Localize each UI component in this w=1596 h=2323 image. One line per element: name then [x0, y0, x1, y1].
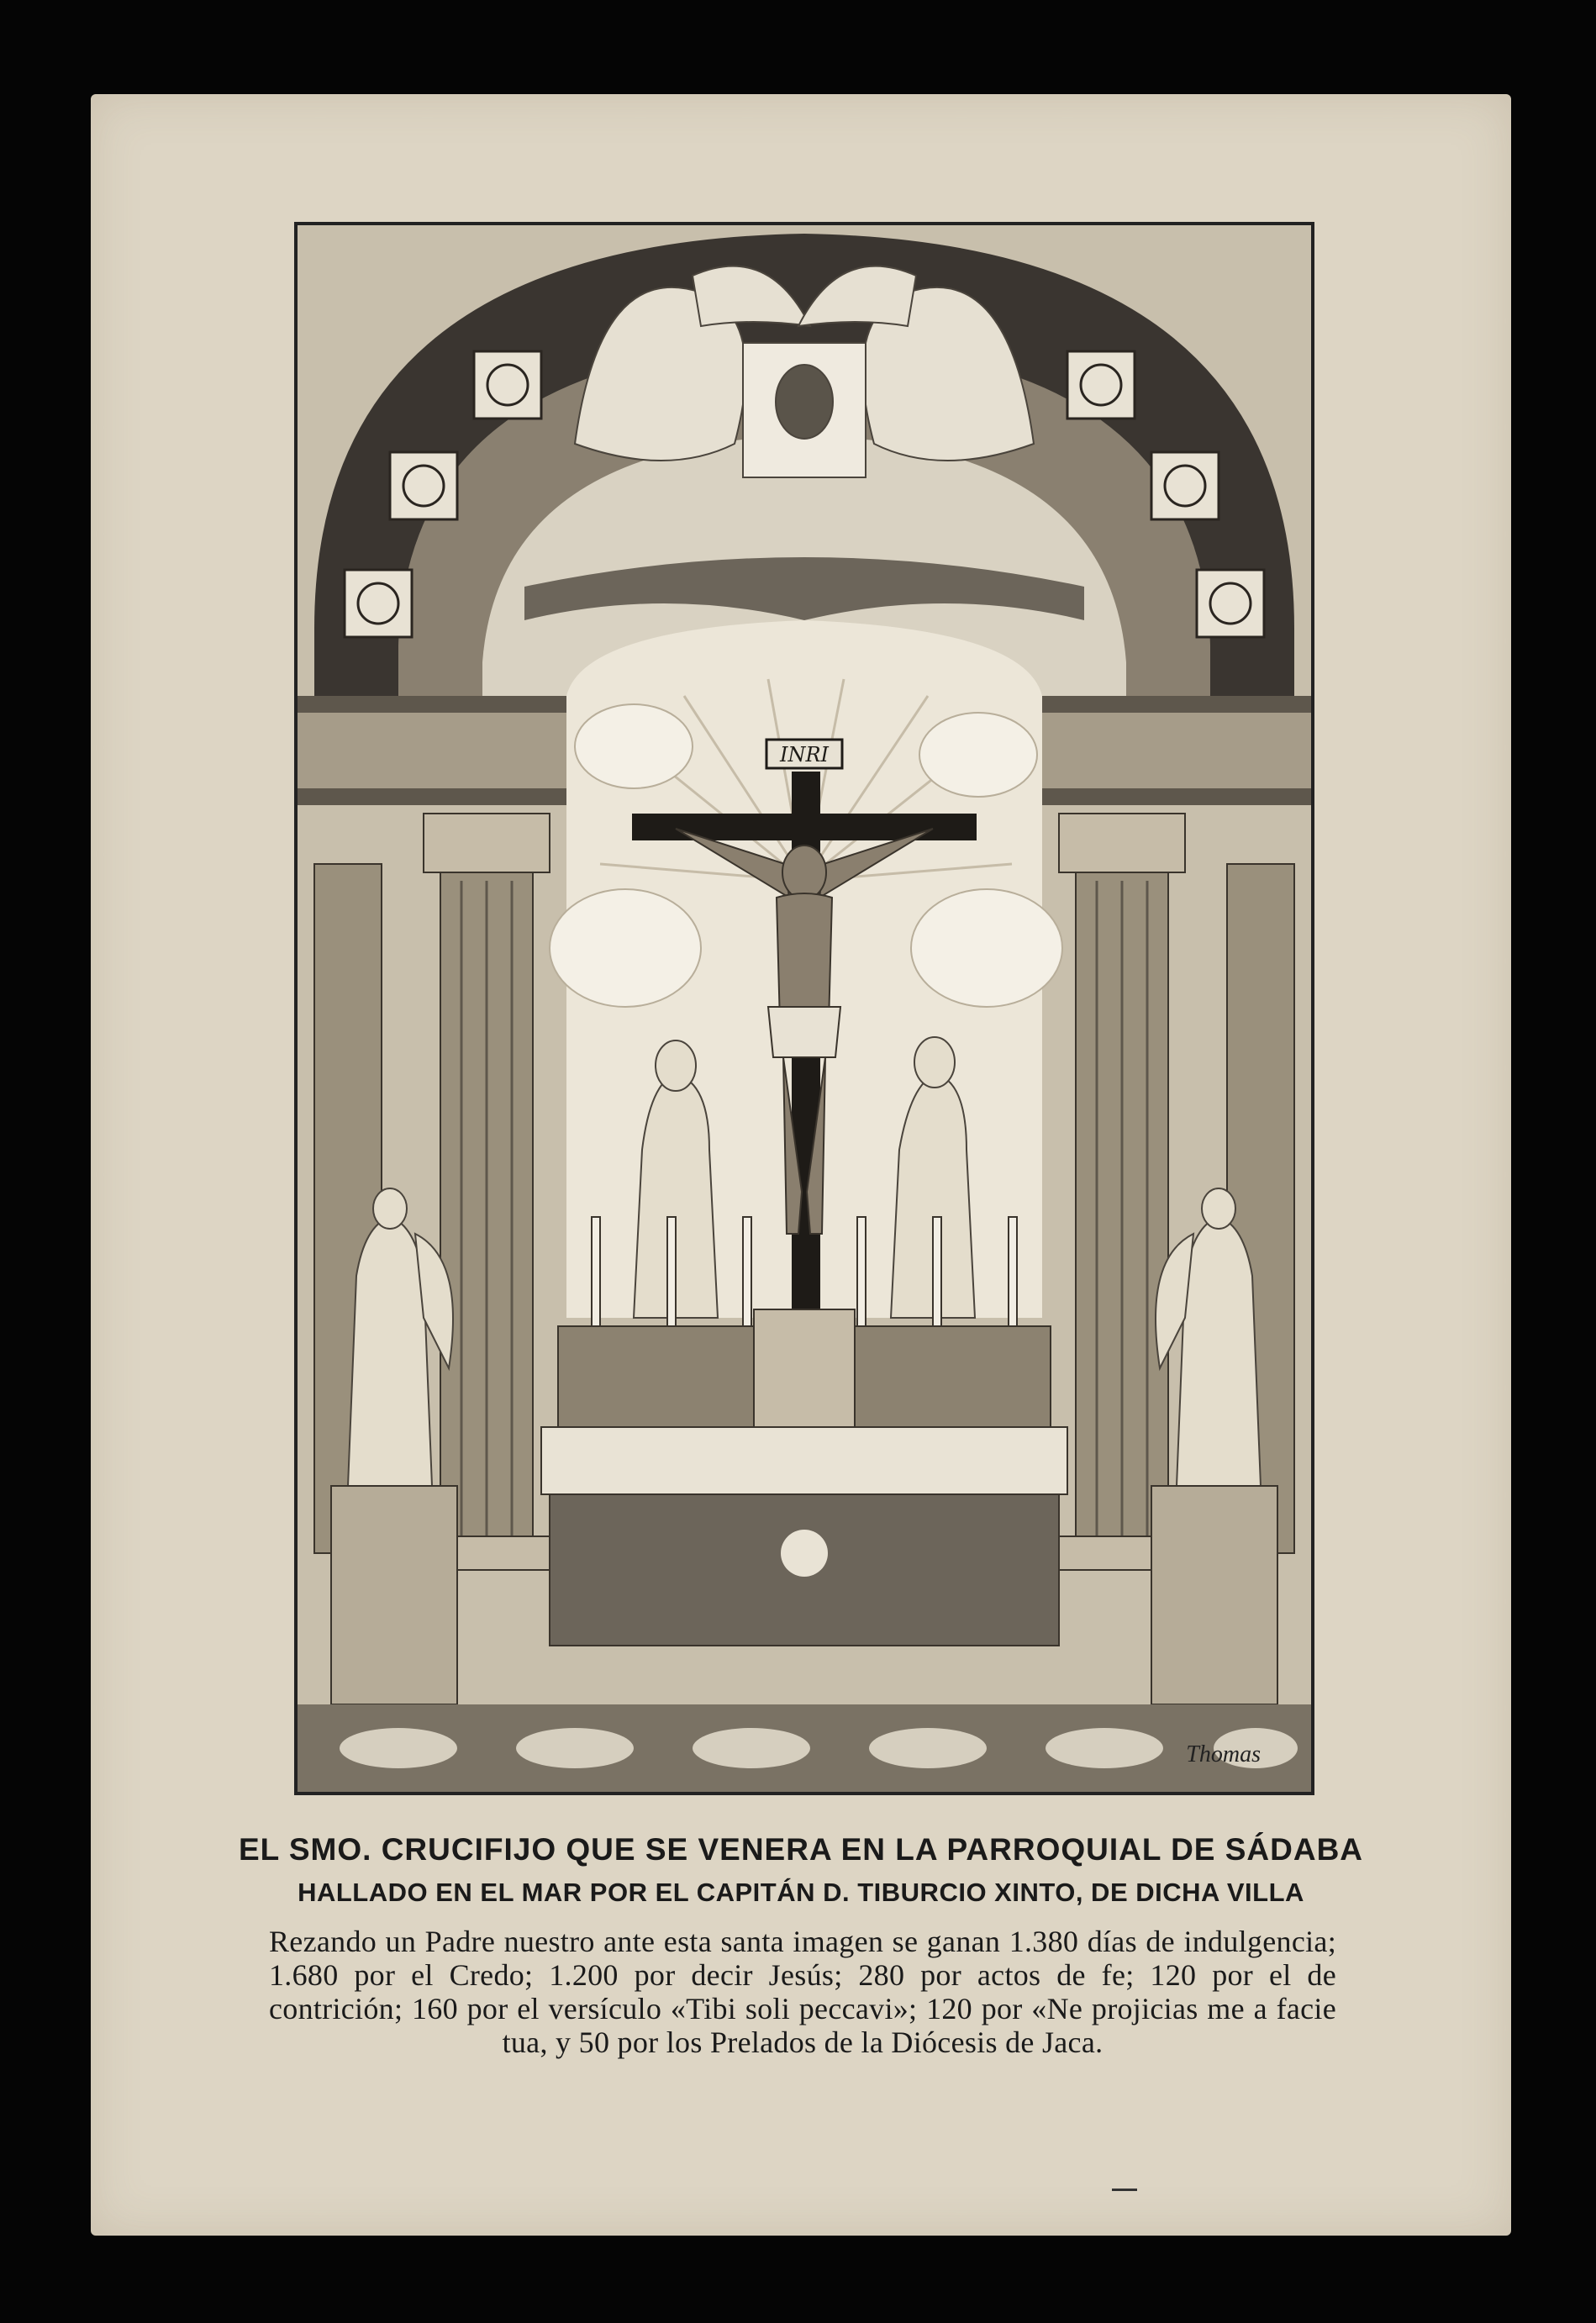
titulus-label: INRI: [779, 743, 830, 766]
indulgence-text: Rezando un Padre nuestro ante esta santa imagen se ganan 1.380 días de indulgencia; 1.680 por el Credo; 1.200 por decir Jesús; 280 por actos de fe; 120 por el de contrición; 160 por el versículo «Tibi soli peccavi»; 120 por «Ne projicias me a facie tua, y 50 por los Prelados de la Diócesis de Jaca.: [269, 1925, 1336, 2059]
card-subtitle: HALLADO EN EL MAR POR EL CAPITÁN D. TIBURCIO XINTO, DE DICHA VILLA: [298, 1878, 1304, 1907]
pen-mark: [1112, 2189, 1137, 2191]
altar-engraving: [294, 222, 1314, 1795]
devotional-card: [91, 94, 1511, 2236]
card-title: EL SMO. CRUCIFIJO QUE SE VENERA EN LA PARROQUIAL DE SÁDABA: [238, 1832, 1364, 1867]
artist-signature: Thomas: [1186, 1741, 1261, 1767]
altar-table: [541, 1427, 1067, 1646]
